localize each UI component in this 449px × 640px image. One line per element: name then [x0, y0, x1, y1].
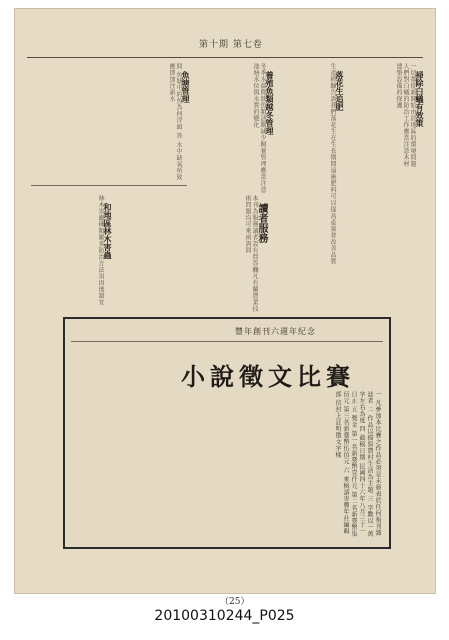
article-title: 和地區林木害蟲 [103, 203, 113, 259]
article-title: 掃除白蟻有效策 [415, 71, 425, 127]
article-body: 冬季水溫降低魚類活動減少飼養管理應當注意池塘水位與水質的變化 [252, 63, 266, 193]
article-body: 本刊為服務讀者設有問答欄凡有關農業技術問題均可來函詢問 [244, 195, 258, 312]
article-title: 落花生追肥 [335, 71, 345, 111]
article-title: 養殖魚類越冬管理 [265, 71, 275, 135]
article-block [115, 195, 265, 313]
article-body: 生產經驗告訴我們落花生在生長期間追施肥料可以提高產量並改善品質 [329, 63, 336, 265]
contest-rules: 一 凡參加本比賽之作品必須是未發表於任何報刊雜誌者 二 作品以描寫農村生活為主題 三 字數以一萬字左右為度 四 截稿日期 民國四十六年八月三十一日止 五 獎金 第一名新臺幣壹仟元 第二名新臺幣柒佰元 第三名新臺幣伍佰元 六 來稿請寄豐年社編輯部 信封上註明徵文字樣 [334, 391, 381, 538]
section-divider [31, 185, 187, 186]
image-caption: 20100310244_P025 [154, 608, 295, 624]
header-label: 第十期 第七卷 [199, 40, 263, 50]
article-title: 魚塘管理 [181, 71, 191, 103]
article-block [195, 63, 273, 193]
page-number: （25） [220, 597, 250, 607]
contest-title: 小說徵文比賽 [181, 362, 355, 391]
article-block [39, 63, 189, 183]
box-divider [71, 341, 383, 342]
article-body: 林木害蟲種類繁多防治方法須因地制宜 [97, 195, 104, 306]
magazine-page [14, 8, 436, 594]
article-title: 讀者服務 [256, 203, 267, 243]
article-block [35, 195, 111, 313]
article-body: 問 魚塘中的魚為何浮頭 答 水中缺氧所致應即加注新水 [168, 63, 182, 181]
article-body: 一切都從新開始由於地區的環境問題人們對白蟻的防治工作應當注意木材建築設備的保護 [395, 63, 416, 167]
contest-subtitle: 豐年創刊六週年紀念 [235, 327, 316, 336]
article-block [277, 63, 343, 303]
page-header [27, 33, 423, 58]
article-block [347, 63, 423, 173]
contest-announcement [63, 317, 391, 549]
